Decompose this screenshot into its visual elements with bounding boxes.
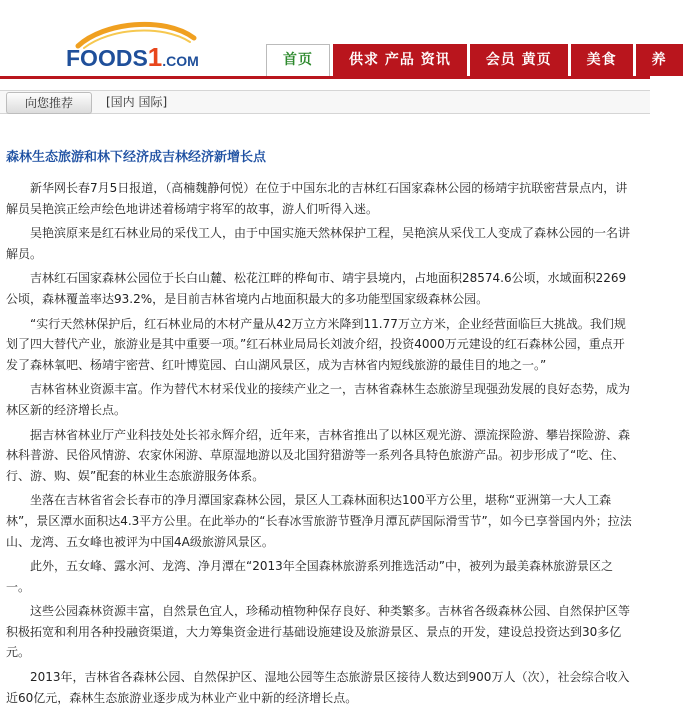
article-paragraph: 吉林省林业资源丰富。作为替代木材采伐业的接续产业之一，吉林省森林生态旅游呈现强劲发展的良好态势，成为林区新的经济增长点。 [6, 382, 631, 417]
region-links[interactable]: [国内 国际] [106, 95, 168, 109]
article-paragraph: 2013年，吉林省各森林公园、自然保护区、湿地公园等生态旅游景区接待人数达到900万人（次），社会综合收入近60亿元，森林生态旅游业逐步成为林业产业中新的经济增长点。 [6, 670, 630, 705]
nav-item-home[interactable]: 首页 [266, 44, 330, 76]
article-paragraph: 据吉林省林业厅产业科技处处长祁永辉介绍，近年来，吉林省推出了以林区观光游、漂流探险游、攀岩探险游、森林科普游、民俗风情游、农家休闲游、草原湿地游以及北国狩猎游等一系列各具特色旅游产品。初步形成了“吃、住、行、游、购、娱”配套的林业生态旅游服务体系。 [6, 427, 631, 483]
nav-item-members-yellowpages[interactable]: 会员 黄页 [470, 44, 568, 76]
article-paragraph: 此外，五女峰、露水河、龙湾、净月潭在“2013年全国森林旅游系列推选活动”中，被列为最美森林旅游景区之一。 [6, 559, 613, 594]
site-header [0, 0, 667, 80]
article-paragraph: “实行天然林保护后，红石林业局的木材产量从42万立方米降到11.77万立方米，企业经营面临巨大挑战。我们规划了四大替代产业，旅游业是其中重要一项。”红石林业局局长刘波介绍，投资4000万元建设的红石森林公园，重点开发了森林氧吧、杨靖宇密营、红叶博览园、白山湖风景区，成为吉林省内短线旅游的最佳目的地之一。” [6, 316, 626, 372]
article-paragraph: 吴艳滨原来是红石林业局的采伐工人，由于中国实施天然林保护工程，吴艳滨从采伐工人变成了森林公园的一名讲解员。 [6, 226, 631, 261]
article-body [6, 178, 636, 712]
recommend-tab[interactable]: 向您推荐 [6, 92, 92, 114]
main-nav [266, 44, 686, 76]
article-paragraph: 坐落在吉林省省会长春市的净月潭国家森林公园，景区人工森林面积达100平方公里，堪称“亚洲第一大人工森林”，景区潭水面积达4.3平方公里。在此举办的“长春冰雪旅游节暨净月潭瓦萨国际滑雪节”，如今已享誉国内外；拉法山、龙湾、五女峰也被评为中国4A级旅游风景区。 [6, 493, 632, 549]
article-paragraph: 新华网长春7月5日报道，（高楠魏静何悦）在位于中国东北的吉林红石国家森林公园的杨靖宇抗联密营景点内，讲解员吴艳滨正绘声绘色地讲述着杨靖宇将军的故事，游人们听得入迷。 [6, 181, 628, 216]
article-paragraph: 这些公园森林资源丰富，自然景色宜人，珍稀动植物种保存良好、种类繁多。吉林省各级森林公园、自然保护区等积极拓宽和利用各种投融资渠道，大力筹集资金进行基础设施建设及旅游景区、景点的开发，建设总投资达到30多亿元。 [6, 604, 631, 660]
recommend-bar [0, 90, 650, 114]
nav-item-more[interactable]: 养 [636, 44, 683, 76]
site-logo[interactable] [66, 20, 199, 72]
article-paragraph: 吉林红石国家森林公园位于长白山麓、松花江畔的桦甸市、靖宇县境内，占地面积28574.6公顷，水域面积2269公顷，森林覆盖率达93.2%，是目前吉林省境内占地面积最大的多功能型国家级森林公园。 [6, 271, 627, 306]
nav-item-food[interactable]: 美食 [571, 44, 633, 76]
nav-item-supply-products-news[interactable]: 供求 产品 资讯 [333, 44, 467, 76]
article-title: 森林生态旅游和林下经济成吉林经济新增长点 [6, 150, 267, 165]
nav-divider [0, 76, 650, 79]
logo-text: FOODS1.COM [66, 42, 199, 72]
